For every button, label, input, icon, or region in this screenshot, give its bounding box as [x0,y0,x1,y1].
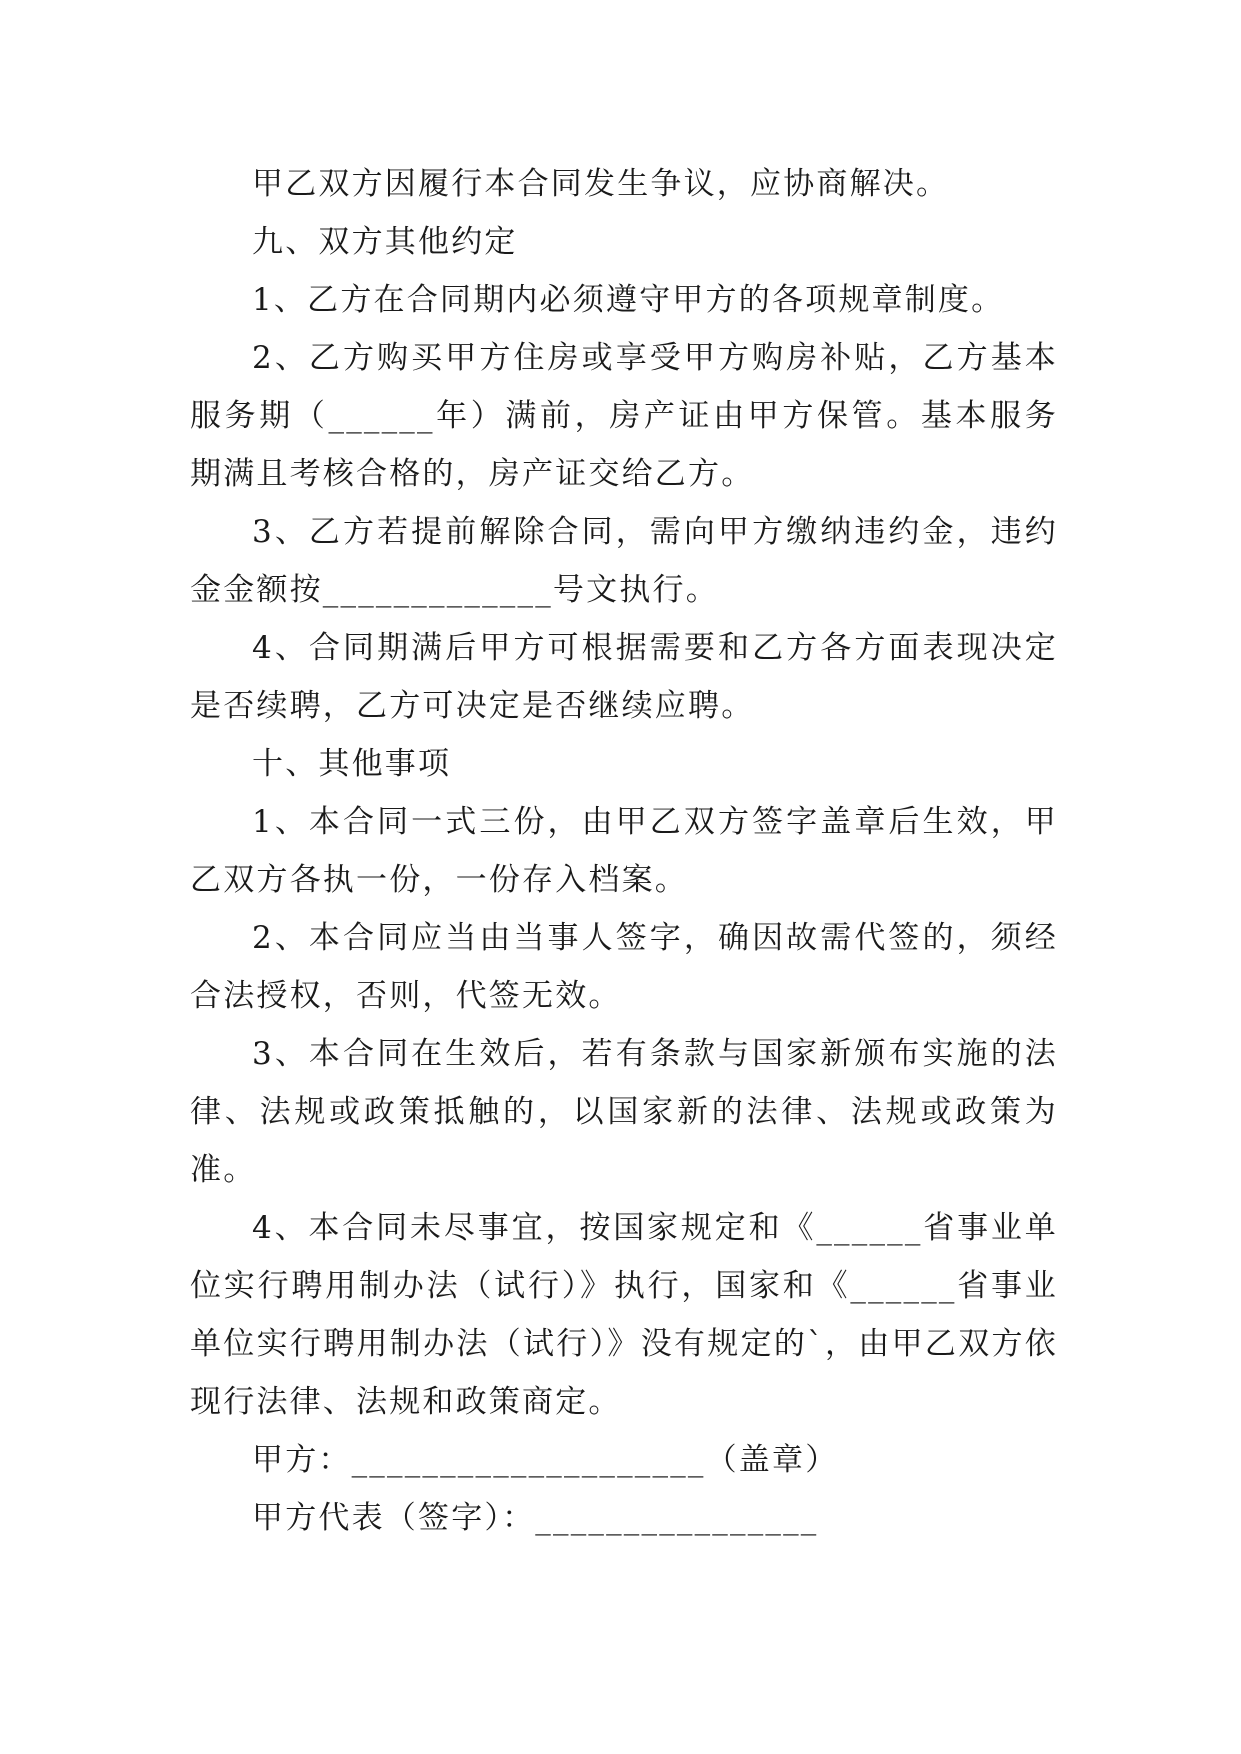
party-a-representative-line: 甲方代表（签字）：________________ [252,1500,819,1536]
paragraph-9-3: 3、乙方若提前解除合同，需向甲方缴纳违约金，违约金金额按_____________号文执行。 [190,514,1058,608]
paragraph-10-2: 2、本合同应当由当事人签字，确因故需代签的，须经合法授权，否则，代签无效。 [190,920,1058,1014]
section-heading-10: 十、其他事项 [252,746,452,782]
paragraph-10-3: 3、本合同在生效后，若有条款与国家新颁布实施的法律、法规或政策抵触的，以国家新的法律、法规或政策为准。 [190,1036,1058,1188]
paragraph-9-1: 1、乙方在合同期内必须遵守甲方的各项规章制度。 [252,282,1005,318]
section-heading-9: 九、双方其他约定 [252,224,518,260]
paragraph-10-1: 1、本合同一式三份，由甲乙双方签字盖章后生效，甲乙双方各执一份，一份存入档案。 [190,804,1058,898]
paragraph-10-4: 4、本合同未尽事宜，按国家规定和《______省事业单位实行聘用制办法（试行）》执行，国家和《______省事业单位实行聘用制办法（试行）》没有规定的`，由甲乙双方依现行法律、法规和政策商定。 [190,1210,1058,1420]
paragraph-9-4: 4、合同期满后甲方可根据需要和乙方各方面表现决定是否续聘，乙方可决定是否继续应聘。 [190,630,1058,724]
paragraph-9-2: 2、乙方购买甲方住房或享受甲方购房补贴，乙方基本服务期（______年）满前，房产证由甲方保管。基本服务期满且考核合格的，房产证交给乙方。 [190,340,1058,492]
party-a-signature-line: 甲方：____________________（盖章） [252,1442,839,1478]
paragraph-dispute: 甲乙双方因履行本合同发生争议，应协商解决。 [252,166,950,202]
document-body [190,155,1058,1547]
